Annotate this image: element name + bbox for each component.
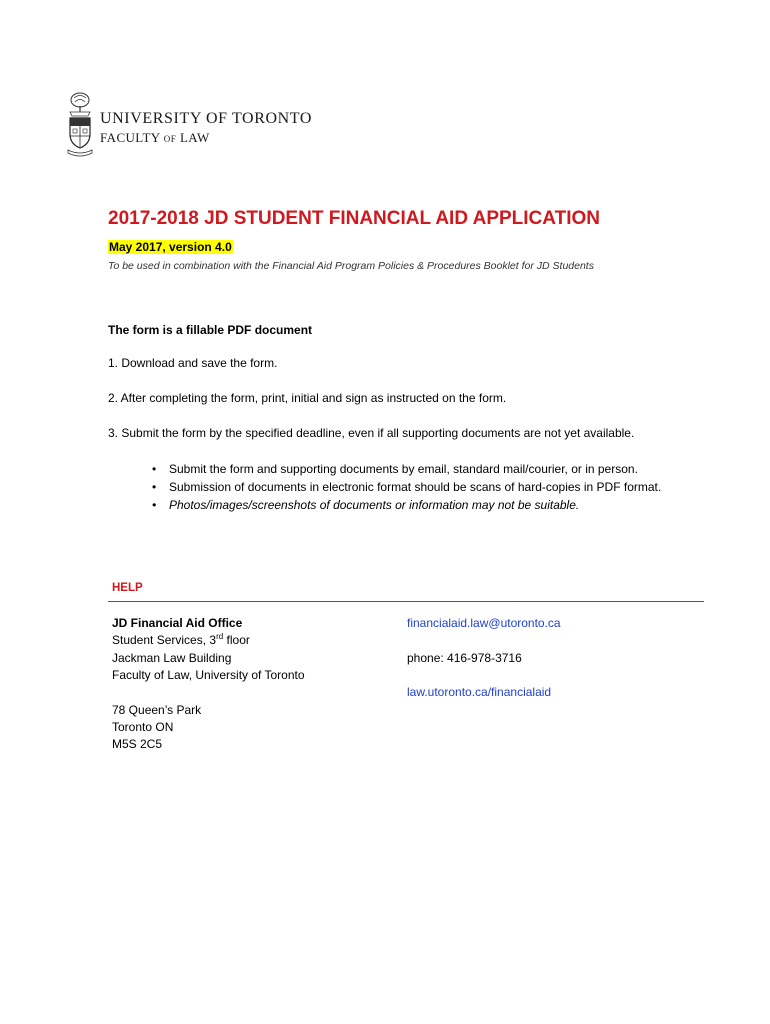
bullet-text: Photos/images/screenshots of documents or information may not be suitable.	[169, 498, 580, 512]
address-line-1	[112, 633, 250, 647]
list-item	[152, 496, 661, 514]
help-heading: HELP	[112, 582, 143, 594]
address-line-1-text: Student Services, 3	[112, 633, 217, 647]
phone-number: phone: 416-978-3716	[407, 651, 522, 665]
postal-code: M5S 2C5	[112, 737, 163, 751]
bullet-icon: •	[152, 498, 157, 512]
street-address: 78 Queen’s Park	[112, 703, 202, 717]
address-line-2: Jackman Law Building	[112, 651, 232, 665]
logo-university-name: UNIVERSITY OF TORONTO	[100, 110, 313, 127]
university-logo	[66, 92, 366, 158]
website-link[interactable]: law.utoronto.ca/financialaid	[407, 685, 552, 699]
instructions-heading: The form is a fillable PDF document	[108, 323, 313, 337]
logo-law-word: LAW	[179, 130, 210, 145]
bullet-icon: •	[152, 480, 157, 494]
bullet-icon: •	[152, 462, 157, 476]
document-title: 2017-2018 JD STUDENT FINANCIAL AID APPLICATION	[108, 208, 600, 229]
logo-of-word: OF	[163, 134, 177, 144]
address-line-3: Faculty of Law, University of Toronto	[112, 668, 305, 682]
bullet-text: Submit the form and supporting documents by email, standard mail/courier, or in person.	[169, 462, 638, 476]
divider	[108, 601, 704, 602]
office-name: JD Financial Aid Office	[112, 616, 243, 630]
submission-bullet-list	[152, 460, 661, 514]
version-label: May 2017, version 4.0	[109, 240, 232, 254]
university-crest-icon	[66, 92, 96, 158]
logo-faculty-name	[100, 130, 210, 146]
bullet-text: Submission of documents in electronic format should be scans of hard-copies in PDF format.	[169, 480, 662, 494]
instruction-step-2: 2. After completing the form, print, initial and sign as instructed on the form.	[108, 391, 507, 405]
email-link[interactable]: financialaid.law@utoronto.ca	[407, 616, 561, 630]
city-province: Toronto ON	[112, 720, 174, 734]
address-line-1-floor: floor	[223, 633, 250, 647]
document-subtitle: To be used in combination with the Financial Aid Program Policies & Procedures Booklet for JD Students	[108, 260, 594, 272]
ordinal-suffix: rd	[216, 632, 224, 641]
instruction-step-3: 3. Submit the form by the specified deadline, even if all supporting documents are not yet available.	[108, 426, 635, 440]
logo-faculty-word: FACULTY	[100, 130, 161, 145]
list-item	[152, 460, 661, 478]
instruction-step-1: 1. Download and save the form.	[108, 356, 278, 370]
list-item	[152, 478, 661, 496]
